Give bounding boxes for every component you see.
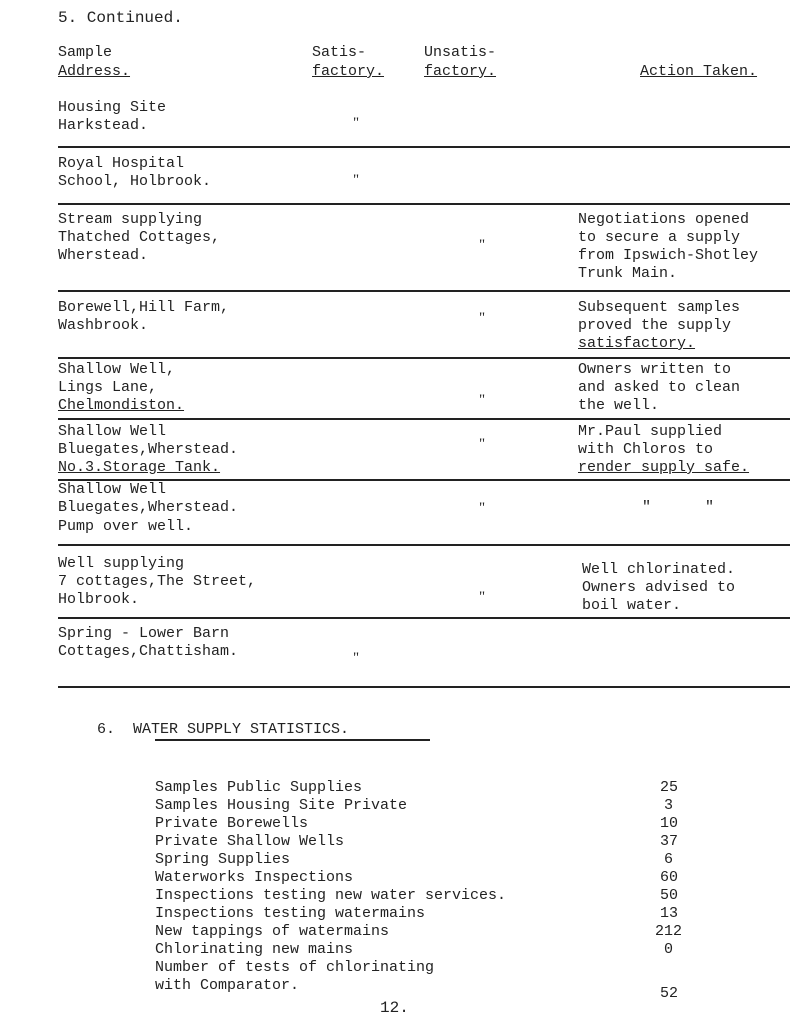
row-address-line: Lings Lane, xyxy=(58,379,158,396)
row-address-line: Wherstead. xyxy=(58,247,149,264)
row-divider xyxy=(58,290,790,292)
statistic-label: Inspections testing watermains xyxy=(155,905,426,922)
column-header-action: Action Taken. xyxy=(640,63,758,80)
row-address-line: Bluegates,Wherstead. xyxy=(58,499,239,516)
ditto-mark: " xyxy=(479,237,486,253)
statistic-label: Chlorinating new mains xyxy=(155,941,354,958)
row-divider xyxy=(58,418,790,420)
row-address-line: Harkstead. xyxy=(58,117,149,134)
row-address-line: Holbrook. xyxy=(58,591,140,608)
row-address-line: Housing Site xyxy=(58,99,167,116)
row-address-line: Bluegates,Wherstead. xyxy=(58,441,239,458)
statistic-value: 6 xyxy=(664,851,674,868)
row-address-line: Thatched Cottages, xyxy=(58,229,221,246)
row-action-line: with Chloros to xyxy=(578,441,714,458)
column-header-satisfactory-line1: Satis- xyxy=(312,44,367,61)
statistic-value: 13 xyxy=(660,905,679,922)
row-action-line: from Ipswich-Shotley xyxy=(578,247,759,264)
row-address-line: 7 cottages,The Street, xyxy=(58,573,257,590)
row-divider xyxy=(58,357,790,359)
row-address-line: Royal Hospital xyxy=(58,155,185,172)
row-action-line: Owners advised to xyxy=(582,579,736,596)
statistic-label: New tappings of watermains xyxy=(155,923,390,940)
row-address-line: Stream supplying xyxy=(58,211,203,228)
row-divider xyxy=(58,146,790,148)
section6-title-underline xyxy=(155,739,430,741)
row-divider xyxy=(58,544,790,546)
column-header-unsatisfactory-line1: Unsatis- xyxy=(424,44,497,61)
statistic-value: 52 xyxy=(660,985,679,1002)
column-header-satisfactory-line2: factory. xyxy=(312,63,385,80)
row-action-line: Subsequent samples xyxy=(578,299,741,316)
ditto-mark: " xyxy=(479,310,486,326)
row-address-line: Spring - Lower Barn xyxy=(58,625,230,642)
ditto-mark: " xyxy=(479,500,486,516)
row-divider xyxy=(58,479,790,481)
ditto-mark: " xyxy=(353,115,360,131)
ditto-mark: " xyxy=(479,392,486,408)
ditto-mark: " xyxy=(479,436,486,452)
row-action-ditto: " " xyxy=(642,499,715,516)
section6-title-text: 6. WATER SUPPLY STATISTICS. xyxy=(97,721,350,738)
row-action-line: render supply safe. xyxy=(578,459,750,476)
statistic-value: 25 xyxy=(660,779,679,796)
row-action-line: to secure a supply xyxy=(578,229,741,246)
statistic-label: Samples Public Supplies xyxy=(155,779,363,796)
statistic-value: 10 xyxy=(660,815,679,832)
row-address-line: Shallow Well, xyxy=(58,361,176,378)
statistic-label: Waterworks Inspections xyxy=(155,869,354,886)
statistic-label: Inspections testing new water services. xyxy=(155,887,507,904)
row-address-line: Well supplying xyxy=(58,555,185,572)
row-address-line: Cottages,Chattisham. xyxy=(58,643,239,660)
page-number: 12. xyxy=(380,999,409,1017)
statistic-label: Private Shallow Wells xyxy=(155,833,345,850)
row-address-line: No.3.Storage Tank. xyxy=(58,459,221,476)
section6-title xyxy=(97,722,349,738)
statistic-label: Samples Housing Site Private xyxy=(155,797,408,814)
row-action-line: boil water. xyxy=(582,597,682,614)
statistic-value: 0 xyxy=(664,941,674,958)
row-address-line: Washbrook. xyxy=(58,317,149,334)
column-header-unsatisfactory-line2: factory. xyxy=(424,63,497,80)
row-action-line: proved the supply xyxy=(578,317,732,334)
row-divider xyxy=(58,617,790,619)
row-action-line: Well chlorinated. xyxy=(582,561,736,578)
row-action-line: Trunk Main. xyxy=(578,265,678,282)
row-address-line: Borewell,Hill Farm, xyxy=(58,299,230,316)
ditto-mark: " xyxy=(353,172,360,188)
statistic-value: 50 xyxy=(660,887,679,904)
ditto-mark: " xyxy=(479,589,486,605)
statistic-value: 60 xyxy=(660,869,679,886)
row-action-line: Owners written to xyxy=(578,361,732,378)
row-action-line: satisfactory. xyxy=(578,335,696,352)
column-header-address-line1: Sample xyxy=(58,44,113,61)
row-action-line: and asked to clean xyxy=(578,379,741,396)
row-address-line: Shallow Well xyxy=(58,423,167,440)
statistic-value: 3 xyxy=(664,797,674,814)
section-heading: 5. Continued. xyxy=(58,9,183,27)
statistic-label: Private Borewells xyxy=(155,815,309,832)
column-header-address-line2: Address. xyxy=(58,63,131,80)
statistic-label: Spring Supplies xyxy=(155,851,291,868)
row-address-line: School, Holbrook. xyxy=(58,173,212,190)
row-address-line: Shallow Well xyxy=(58,481,167,498)
row-action-line: the well. xyxy=(578,397,660,414)
row-address-line: Pump over well. xyxy=(58,518,194,535)
statistic-label: with Comparator. xyxy=(155,977,300,994)
row-action-line: Mr.Paul supplied xyxy=(578,423,723,440)
row-action-line: Negotiations opened xyxy=(578,211,750,228)
statistic-value: 37 xyxy=(660,833,679,850)
statistic-value: 212 xyxy=(655,923,683,940)
row-divider xyxy=(58,203,790,205)
row-address-line: Chelmondiston. xyxy=(58,397,185,414)
ditto-mark: " xyxy=(353,650,360,666)
row-divider xyxy=(58,686,790,688)
statistic-label: Number of tests of chlorinating xyxy=(155,959,435,976)
